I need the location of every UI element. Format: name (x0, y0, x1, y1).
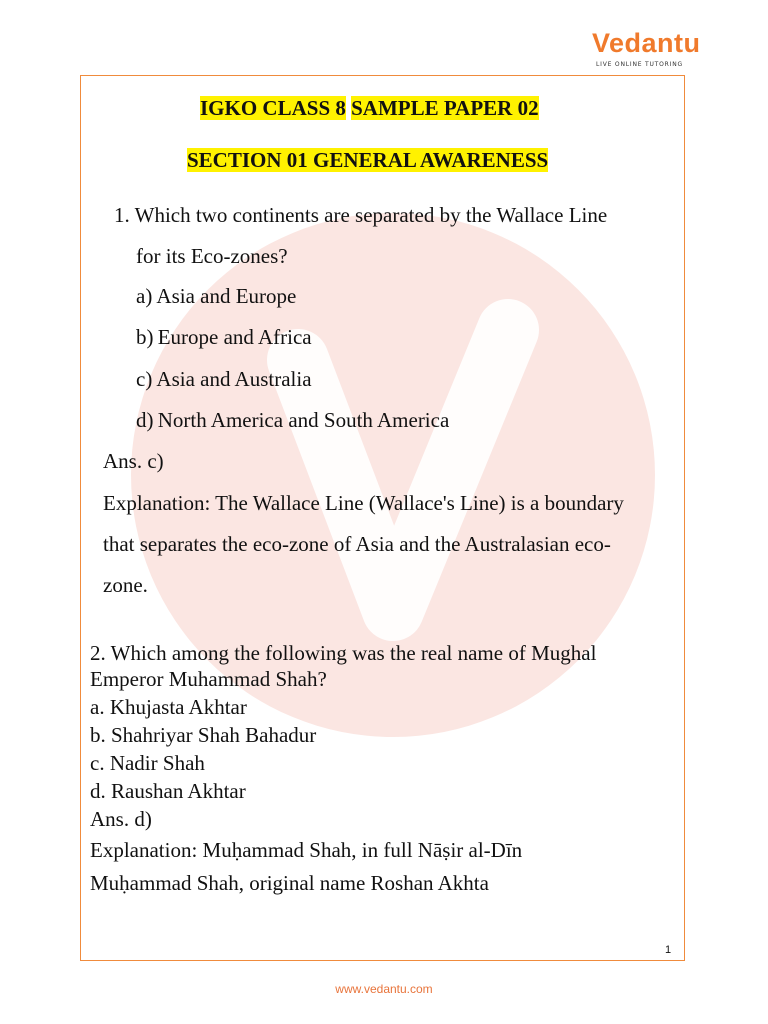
logo-tagline: LIVE ONLINE TUTORING (596, 61, 683, 68)
paper-title-part2: SAMPLE PAPER 02 (351, 96, 539, 120)
q2-option-a: a. Khujasta Akhtar (90, 695, 247, 719)
paper-title-part1: IGKO CLASS 8 (200, 96, 346, 120)
q1-option-c: c) Asia and Australia (136, 367, 312, 391)
q1-answer: Ans. c) (103, 449, 164, 473)
q2-option-b: b. Shahriyar Shah Bahadur (90, 723, 317, 747)
vedantu-logo (592, 28, 702, 72)
q1-option-d: d) North America and South America (136, 408, 450, 432)
q2-explanation-line1: Explanation: Muḥammad Shah, in full Nāṣir al-Dīn (90, 838, 523, 862)
q1-question-line2: for its Eco-zones? (136, 244, 288, 268)
q1-explanation-line3: zone. (103, 573, 148, 597)
page-number: 1 (665, 944, 672, 956)
q2-answer: Ans. d) (90, 807, 152, 831)
q1-option-b: b) Europe and Africa (136, 325, 312, 349)
q2-explanation-line2: Muḥammad Shah, original name Roshan Akhta (90, 871, 489, 895)
section-title (187, 148, 548, 172)
footer-website-link[interactable]: www.vedantu.com (335, 982, 433, 996)
q1-option-a: a) Asia and Europe (136, 284, 297, 308)
q2-question-line1: 2. Which among the following was the real name of Mughal (90, 641, 597, 665)
q1-explanation-line1: Explanation: The Wallace Line (Wallace's Line) is a boundary (103, 491, 624, 515)
q2-question-line2: Emperor Muhammad Shah? (90, 667, 327, 691)
q1-question-line1: 1. Which two continents are separated by the Wallace Line (114, 203, 608, 227)
section-title-text: SECTION 01 GENERAL AWARENESS (187, 148, 549, 172)
q1-explanation-line2: that separates the eco-zone of Asia and the Australasian eco- (103, 532, 611, 556)
logo-wordmark: Vedantu (592, 28, 701, 58)
paper-title (200, 96, 539, 120)
q2-option-d: d. Raushan Akhtar (90, 779, 246, 803)
q2-option-c: c. Nadir Shah (90, 751, 205, 775)
